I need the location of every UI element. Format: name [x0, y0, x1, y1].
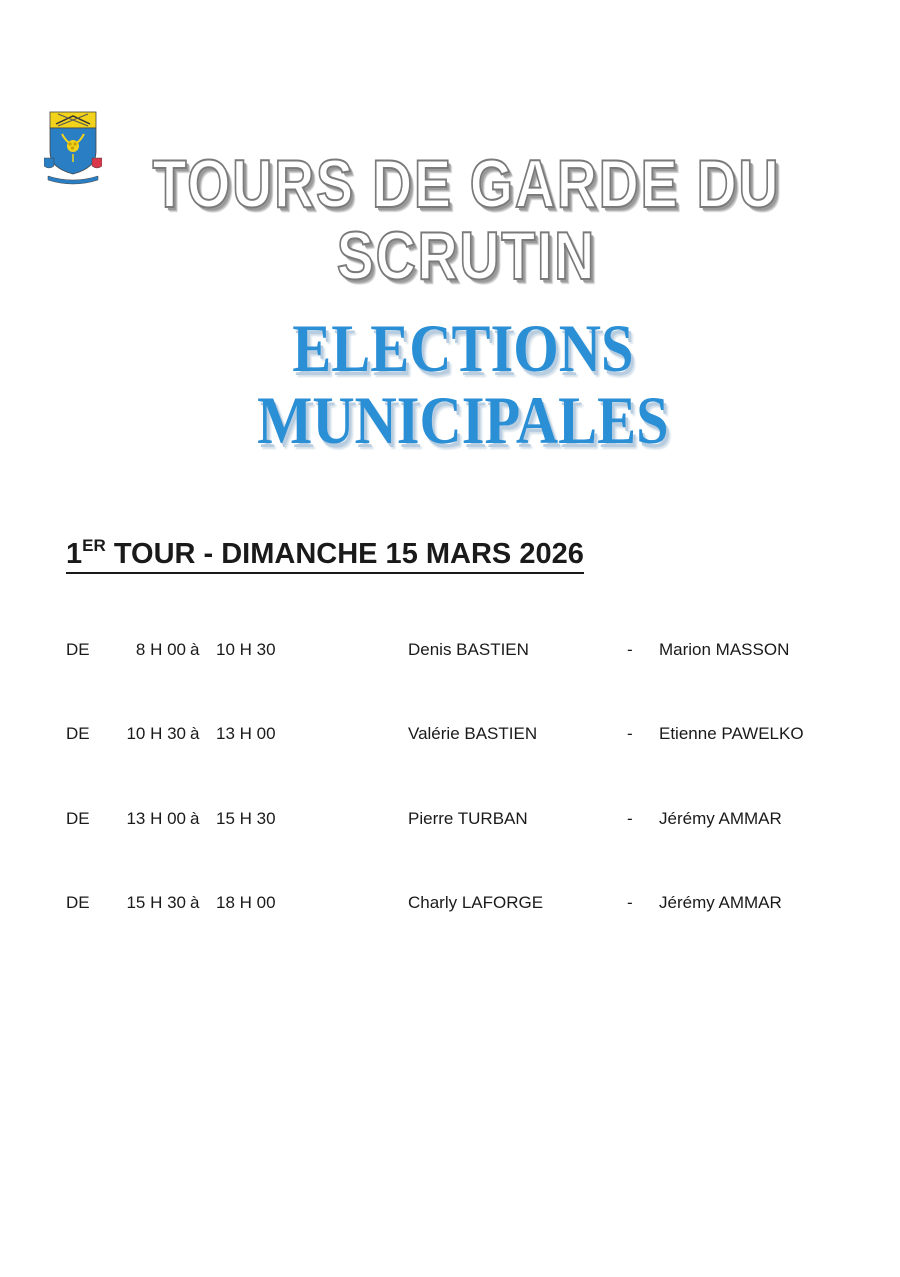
- shift-person-2: Jérémy AMMAR: [659, 893, 782, 912]
- shift-row: [0, 807, 900, 831]
- document-title: TOURS DE GARDE DU SCRUTIN: [152, 146, 781, 294]
- shift-row: [0, 722, 900, 746]
- shift-end-time: 13 H 00: [216, 724, 276, 743]
- round-ordinal-suffix: ER: [82, 536, 106, 555]
- shift-separator: à: [190, 809, 200, 828]
- shift-person-1: Valérie BASTIEN: [408, 724, 538, 743]
- shift-person-1: Pierre TURBAN: [408, 809, 528, 828]
- document-subtitle: ELECTIONS MUNICIPALES: [257, 310, 669, 458]
- shift-prefix: DE: [66, 640, 90, 659]
- shift-start-time: 13 H 00: [126, 809, 186, 828]
- shift-end-time: 15 H 30: [216, 809, 276, 828]
- shift-person-2: Etienne PAWELKO: [659, 724, 804, 743]
- shift-prefix: DE: [66, 724, 90, 743]
- shift-prefix: DE: [66, 893, 90, 912]
- shift-end-time: 18 H 00: [216, 893, 276, 912]
- shift-person-2: Marion MASSON: [659, 640, 790, 659]
- round-number: 1: [66, 538, 83, 570]
- shift-dash: -: [627, 809, 633, 828]
- shift-dash: -: [627, 893, 633, 912]
- shift-separator: à: [190, 724, 200, 743]
- shift-start-time: 15 H 30: [126, 893, 186, 912]
- shift-separator: à: [190, 640, 200, 659]
- shift-end-time: 10 H 30: [216, 640, 276, 659]
- shift-start-time: 8 H 00: [135, 640, 186, 659]
- shift-dash: -: [627, 724, 633, 743]
- shift-person-1: Denis BASTIEN: [408, 640, 529, 659]
- shift-row: [0, 891, 900, 915]
- shift-separator: à: [190, 893, 200, 912]
- shift-row: [0, 638, 900, 662]
- shift-person-2: Jérémy AMMAR: [659, 809, 782, 828]
- round-heading: [66, 536, 584, 574]
- round-label: TOUR - DIMANCHE 15 MARS 2026: [113, 538, 584, 570]
- shift-start-time: 10 H 30: [126, 724, 186, 743]
- shift-person-1: Charly LAFORGE: [408, 893, 544, 912]
- shift-prefix: DE: [66, 809, 90, 828]
- shift-dash: -: [627, 640, 633, 659]
